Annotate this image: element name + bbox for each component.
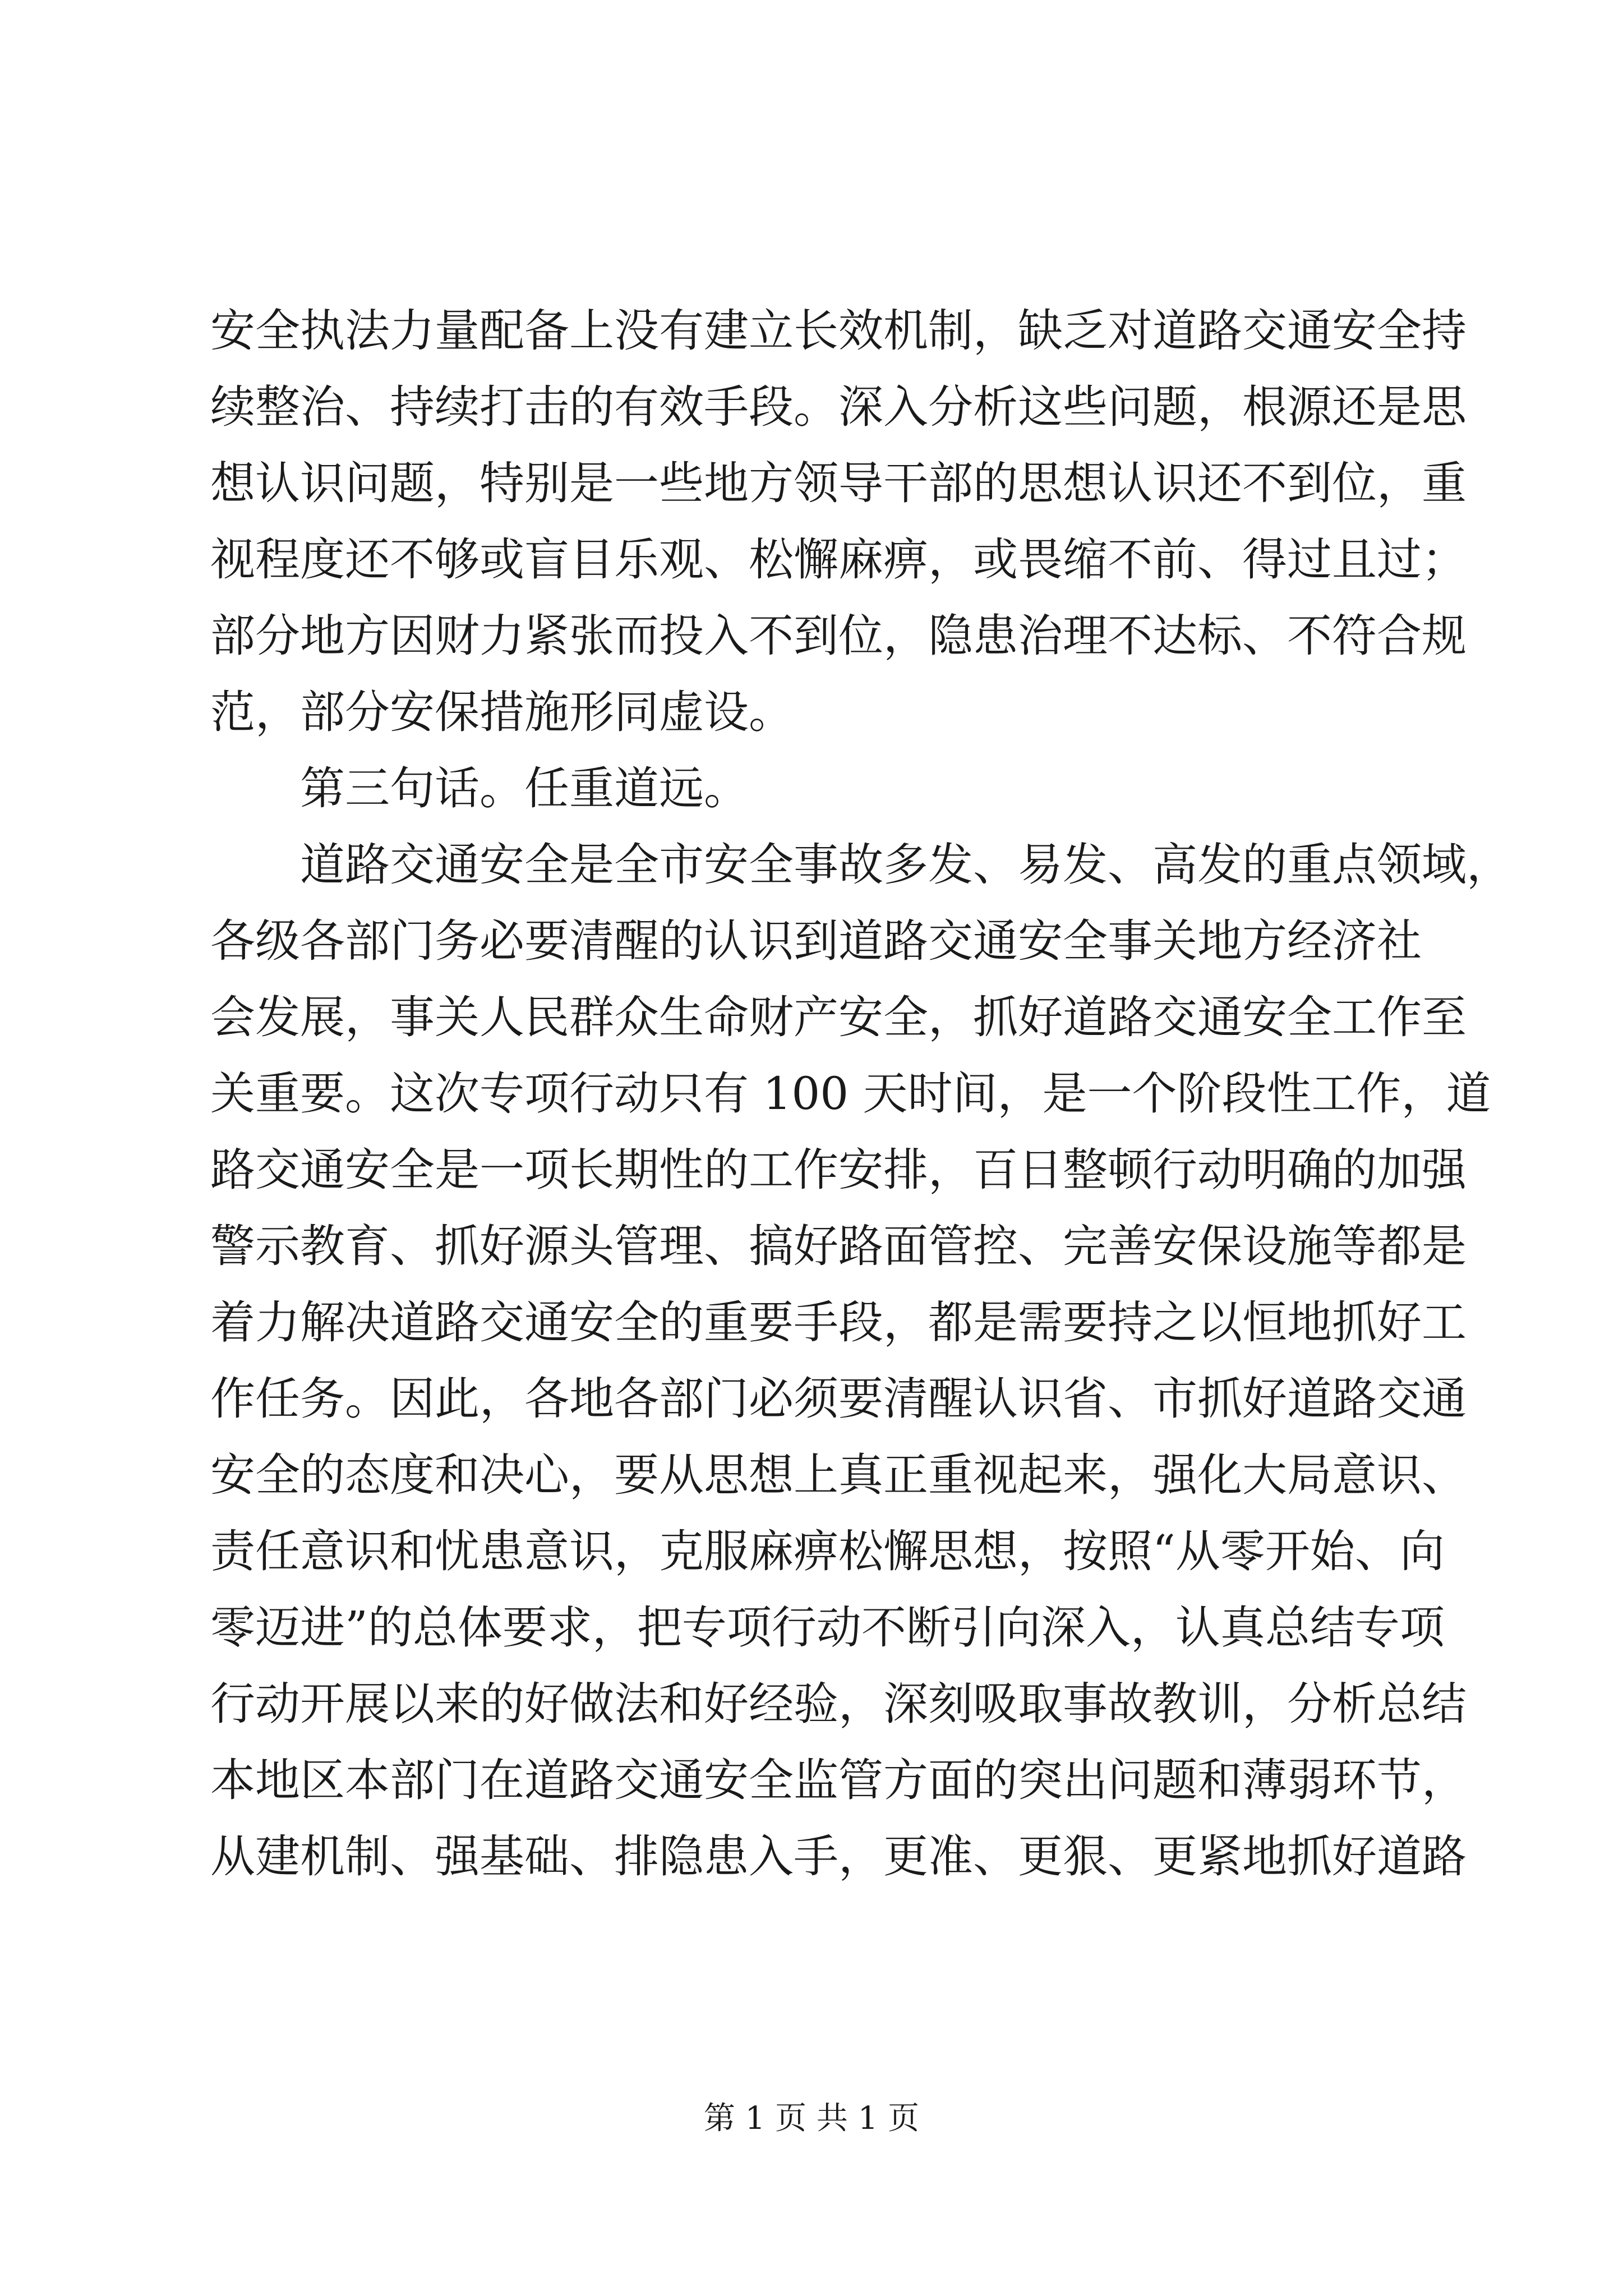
text-line: 着力解决道路交通安全的重要手段，都是需要持之以恒地抓好工 bbox=[210, 1296, 1467, 1349]
text-line: 道路交通安全是全市安全事故多发、易发、高发的重点领域， bbox=[210, 839, 1511, 891]
text-line: 责任意识和忧患意识，克服麻痹松懈思想，按照“从零开始、向 bbox=[210, 1525, 1445, 1577]
text-line: 从建机制、强基础、排隐患入手，更准、更狠、更紧地抓好道路 bbox=[210, 1830, 1467, 1883]
text-line: 路交通安全是一项长期性的工作安排，百日整顿行动明确的加强 bbox=[210, 1144, 1467, 1196]
text-line: 会发展，事关人民群众生命财产安全，抓好道路交通安全工作至 bbox=[210, 991, 1467, 1043]
page-footer: 第 1 页 共 1 页 bbox=[703, 2100, 920, 2137]
section-heading: 第三句话。任重道远。 bbox=[210, 762, 749, 815]
text-line: 视程度还不够或盲目乐观、松懈麻痹，或畏缩不前、得过且过； bbox=[210, 533, 1467, 586]
text-line: 部分地方因财力紧张而投入不到位，隐患治理不达标、不符合规 bbox=[210, 610, 1467, 662]
text-line: 警示教育、抓好源头管理、搞好路面管控、完善安保设施等都是 bbox=[210, 1220, 1467, 1272]
text-line: 作任务。因此，各地各部门必须要清醒认识省、市抓好道路交通 bbox=[210, 1373, 1467, 1425]
text-line: 范，部分安保措施形同虚设。 bbox=[210, 686, 794, 738]
text-line: 各级各部门务必要清醒的认识到道路交通安全事关地方经济社 bbox=[210, 915, 1422, 967]
text-line: 行动开展以来的好做法和好经验，深刻吸取事故教训，分析总结 bbox=[210, 1678, 1467, 1730]
text-line: 安全的态度和决心，要从思想上真正重视起来，强化大局意识、 bbox=[210, 1449, 1467, 1501]
text-line: 安全执法力量配备上没有建立长效机制，缺乏对道路交通安全持 bbox=[210, 305, 1467, 357]
text-line: 续整治、持续打击的有效手段。深入分析这些问题，根源还是思 bbox=[210, 381, 1467, 433]
text-line: 零迈进”的总体要求，把专项行动不断引向深入，认真总结专项 bbox=[210, 1602, 1445, 1654]
text-line: 想认识问题，特别是一些地方领导干部的思想认识还不到位，重 bbox=[210, 457, 1467, 509]
text-line: 关重要。这次专项行动只有 100 天时间，是一个阶段性工作，道 bbox=[210, 1068, 1491, 1120]
text-line: 本地区本部门在道路交通安全监管方面的突出问题和薄弱环节， bbox=[210, 1754, 1467, 1806]
